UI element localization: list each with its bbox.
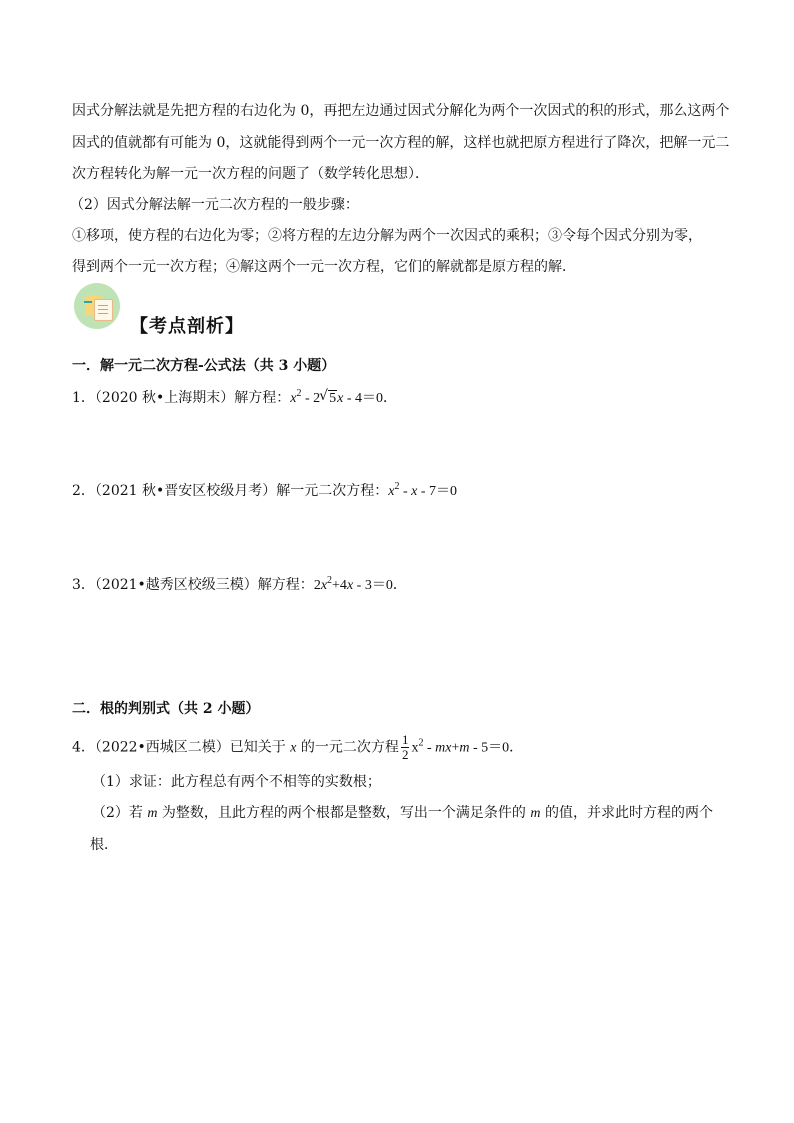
- question-3: 3．（2021•越秀区校级三模）解方程：$2x^2+4x - 3=0$．: [72, 575, 407, 593]
- question-2: 2．（2021 秋•晋安区校级月考）解一元二次方程：$x^2 - x - 7=0$: [72, 481, 458, 499]
- question-4-part-2-continued: 根．: [90, 837, 118, 853]
- part1-title: 一．解一元二次方程-公式法（共 3 小题）: [72, 358, 336, 374]
- section-title: 【考点剖析】: [130, 316, 244, 337]
- intro-line-4: （2）因式分解法解一元二次方程的一般步骤：: [70, 197, 359, 213]
- intro-line-6: 得到两个一元一次方程；④解这两个一元一次方程，它们的解就都是原方程的解．: [72, 259, 576, 275]
- question-source: （2022•西城区二模）已知关于: [94, 739, 291, 756]
- question-source: （2020 秋•上海期末）解方程：: [94, 390, 291, 406]
- question-4-part-2: （2）若 m 为整数，且此方程的两个根都是整数，写出一个满足条件的 m 的值，并求此时方程的两个: [92, 805, 713, 821]
- question-number: 3．: [72, 577, 95, 593]
- part2-title: 二．根的判别式（共 2 小题）: [72, 701, 260, 717]
- intro-line-5: ①移项，使方程的右边化为零；②将方程的左边分解为两个一次因式的乘积；③令每个因式分别为零，: [72, 228, 702, 244]
- question-1: 1．（2020 秋•上海期末）解方程：$x^2 - 2√$ 5x - 4＝0．: [72, 388, 397, 409]
- question-number: 2．: [72, 483, 95, 499]
- intro-line-1: 因式分解法就是先把方程的右边化为 0，再把左边通过因式分解化为两个一次因式的积的形式，那么这两个: [72, 103, 730, 119]
- sqrt-symbol: √ 5: [320, 388, 337, 409]
- question-number: 4．: [72, 739, 95, 756]
- intro-line-3: 次方程转化为解一元一次方程的问题了（数学转化思想）．: [72, 166, 429, 182]
- document-badge-icon: [74, 283, 120, 329]
- question-source: （2021•越秀区校级三模）解方程：: [94, 577, 314, 593]
- fraction-one-half: $\frac{1}{2}$: [401, 732, 409, 762]
- question-4: 4．（2022•西城区二模）已知关于 x 的一元二次方程 $\frac{1}{2}$ $x^2 - mx+m - 5=0$．: [72, 732, 524, 762]
- intro-line-2: 因式的值就都有可能为 0，这就能得到两个一元一次方程的解，这样也就把原方程进行了降次，把解一元二: [72, 135, 730, 151]
- question-source: （2021 秋•晋安区校级月考）解一元二次方程：: [94, 483, 389, 499]
- question-4-part-1: （1）求证：此方程总有两个不相等的实数根；: [92, 774, 381, 790]
- question-number: 1．: [72, 390, 95, 406]
